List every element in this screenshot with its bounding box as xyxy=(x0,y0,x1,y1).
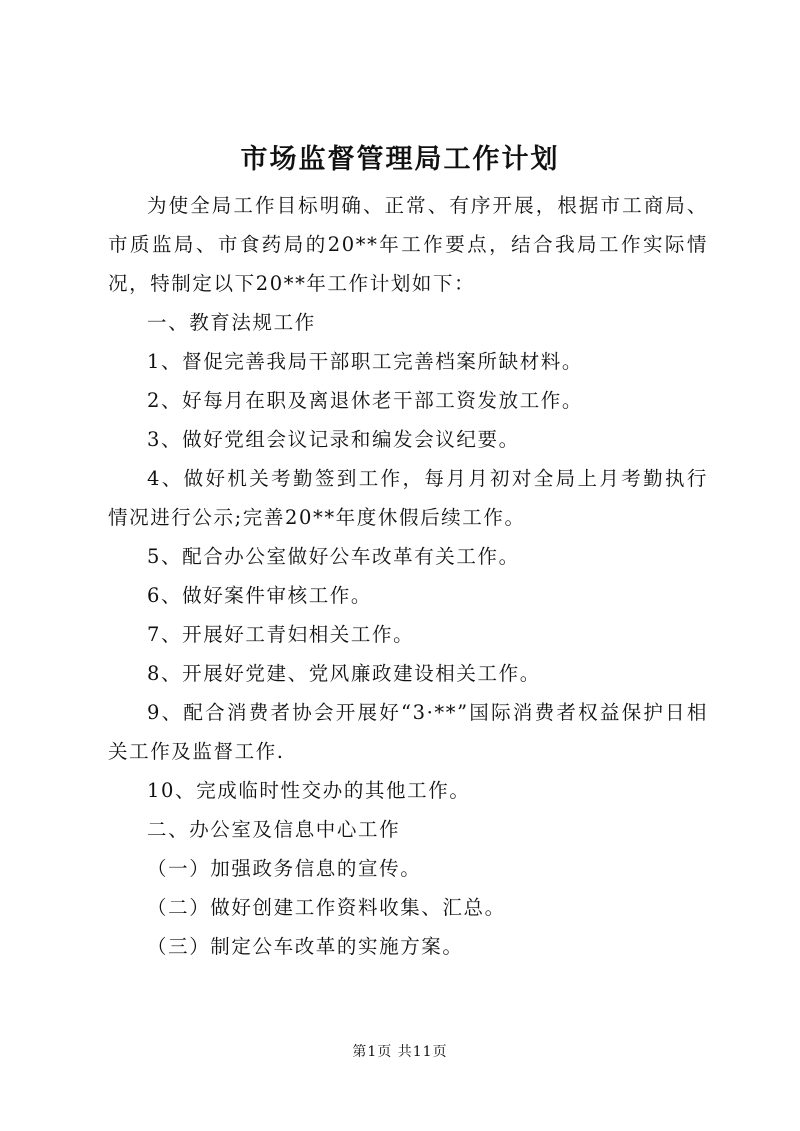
list-item: （三）制定公车改革的实施方案。 xyxy=(147,935,464,958)
list-item: 4、做好机关考勤签到工作，每月月初对全局上月考勤执行情况进行公示;完善20**年度休假后续工作。 xyxy=(108,467,708,529)
list-item: 6、做好案件审核工作。 xyxy=(147,584,373,607)
document-body xyxy=(108,186,708,966)
list-item: （二）做好创建工作资料收集、汇总。 xyxy=(147,896,506,919)
document-title: 市场监督管理局工作计划 xyxy=(240,144,560,175)
list-item: 3、做好党组会议记录和编发会议纪要。 xyxy=(147,428,520,451)
list-item: 10、完成临时性交办的其他工作。 xyxy=(147,779,471,802)
list-item: （一）加强政务信息的宣传。 xyxy=(147,857,422,880)
section-heading-1: 一、教育法规工作 xyxy=(147,311,316,334)
list-item: 9、配合消费者协会开展好“3·**”国际消费者权益保护日相关工作及监督工作. xyxy=(108,701,708,763)
list-item: 7、开展好工青妇相关工作。 xyxy=(147,623,415,646)
list-item: 1、督促完善我局干部职工完善档案所缺材料。 xyxy=(147,350,584,373)
list-item: 2、好每月在职及离退休老干部工资发放工作。 xyxy=(147,389,584,412)
section-heading-2: 二、办公室及信息中心工作 xyxy=(147,818,401,841)
page-footer: 第1页 共11页 xyxy=(352,1044,448,1060)
list-item: 8、开展好党建、党风廉政建设相关工作。 xyxy=(147,662,541,685)
list-item: 5、配合办公室做好公车改革有关工作。 xyxy=(147,545,520,568)
intro-paragraph: 为使全局工作目标明确、正常、有序开展，根据市工商局、市质监局、市食药局的20**年工作要点，结合我局工作实际情况，特制定以下20**年工作计划如下： xyxy=(108,194,708,295)
